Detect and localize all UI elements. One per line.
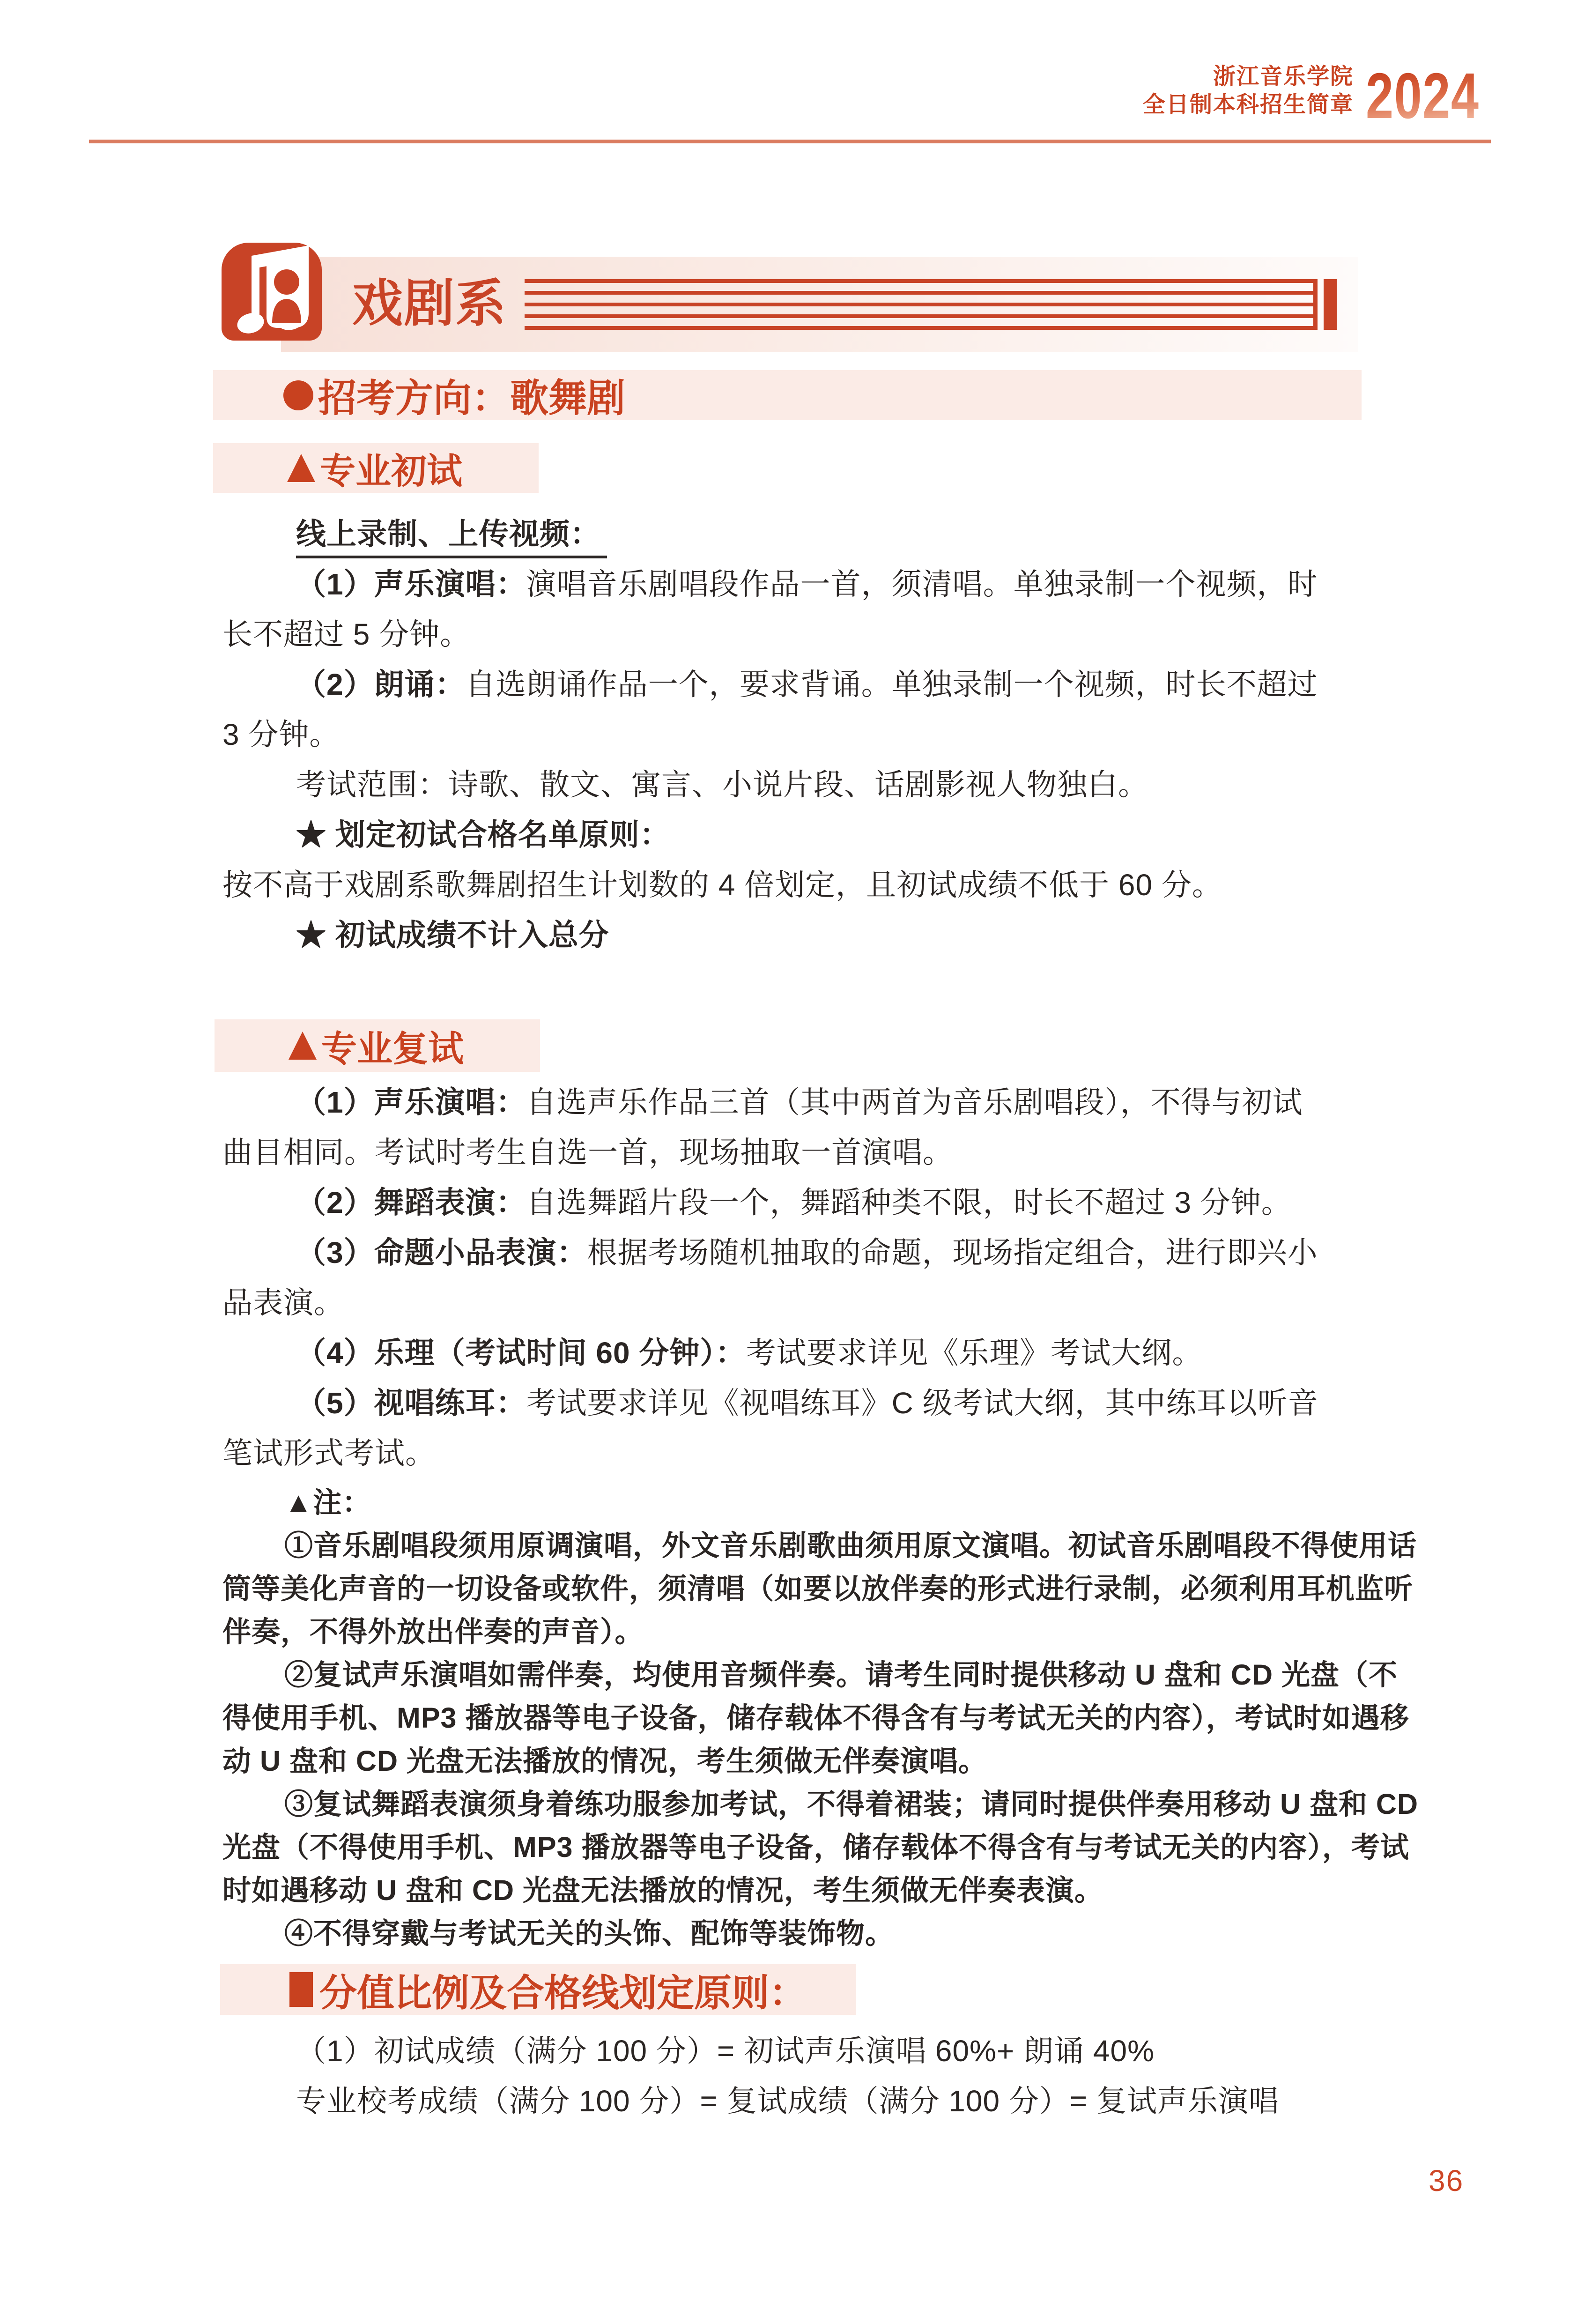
header-divider xyxy=(89,140,1491,143)
text-line: ①音乐剧唱段须用原调演唱，外文音乐剧歌曲须用原文演唱。初试音乐剧唱段不得使用话 xyxy=(284,1530,1417,1561)
retest-title: 专业复试 xyxy=(321,1029,464,1069)
page-number: 36 xyxy=(1429,2164,1464,2198)
triangle-bullet-icon xyxy=(287,454,315,482)
subsection-retest-header xyxy=(215,1019,540,1072)
text-line: 时如遇移动 U 盘和 CD 光盘无法播放的情况，考生须做无伴奏表演。 xyxy=(222,1874,1103,1906)
org-name: 浙江音乐学院 xyxy=(1213,64,1354,89)
formula-text-block xyxy=(222,2026,1365,2126)
text-line: ②复试声乐演唱如需伴奏，均使用音频伴奏。请考生同时提供移动 U 盘和 CD 光盘（不 xyxy=(284,1659,1398,1691)
text-line: 品表演。 xyxy=(222,1286,344,1320)
music-note-person-glyph xyxy=(222,243,322,341)
text-line: （3）命题小品表演：根据考场随机抽取的命题，现场指定组合，进行即兴小 xyxy=(296,1236,1318,1270)
department-title: 戏剧系 xyxy=(352,276,507,332)
circle-bullet-icon xyxy=(283,380,313,410)
text-line: 考试范围：诗歌、散文、寓言、小说片段、话剧影视人物独白。 xyxy=(296,768,1148,802)
triangle-bullet-icon xyxy=(289,1032,317,1060)
staff-end-thick-bar xyxy=(1324,279,1337,330)
text-line: ▲注： xyxy=(284,1486,371,1518)
music-staff-lines xyxy=(525,279,1317,330)
text-line: 笔试形式考试。 xyxy=(222,1436,436,1470)
subsection-preliminary-header xyxy=(213,443,539,493)
text-line: 按不高于戏剧系歌舞剧招生计划数的 4 倍划定，且初试成绩不低于 60 分。 xyxy=(222,868,1222,902)
text-line: （1）初试成绩（满分 100 分）= 初试声乐演唱 60%+ 朗诵 40% xyxy=(296,2034,1155,2068)
square-bullet-icon xyxy=(289,1972,313,2007)
text-line: 动 U 盘和 CD 光盘无法播放的情况，考生须做无伴奏演唱。 xyxy=(222,1745,987,1777)
year-label: 2024 xyxy=(1366,60,1480,132)
text-line: 长不超过 5 分钟。 xyxy=(222,617,471,651)
text-line: ★ 初试成绩不计入总分 xyxy=(296,918,609,952)
text-line: （4）乐理（考试时间 60 分钟）：考试要求详见《乐理》考试大纲。 xyxy=(296,1336,1203,1370)
direction-title: 招考方向：歌舞剧 xyxy=(318,377,626,420)
text-line: 线上录制、上传视频： xyxy=(222,509,1365,559)
text-line: 得使用手机、MP3 播放器等电子设备，储存载体不得含有与考试无关的内容），考试时如遇移 xyxy=(222,1702,1409,1734)
text-line: （2）舞蹈表演：自选舞蹈片段一个，舞蹈种类不限，时长不超过 3 分钟。 xyxy=(296,1186,1292,1219)
score-title: 分值比例及合格线划定原则： xyxy=(319,1972,807,2014)
staff-end-barline xyxy=(1313,279,1318,330)
text-line: 筒等美化声音的一切设备或软件，须清唱（如要以放伴奏的形式进行录制，必须利用耳机监听 xyxy=(222,1573,1414,1604)
brochure-title: 全日制本科招生简章 xyxy=(1142,92,1354,117)
section-direction-header xyxy=(213,370,1362,420)
preliminary-title: 专业初试 xyxy=(320,451,462,491)
text-line: ★ 划定初试合格名单原则： xyxy=(296,818,670,852)
text-line: ④不得穿戴与考试无关的头饰、配饰等装饰物。 xyxy=(284,1917,895,1949)
text-line: 专业校考成绩（满分 100 分）= 复试成绩（满分 100 分）= 复试声乐演唱 xyxy=(296,2084,1279,2118)
section-score-header xyxy=(220,1964,856,2015)
text-line: 光盘（不得使用手机、MP3 播放器等电子设备，储存载体不得含有与考试无关的内容），考试 xyxy=(222,1831,1409,1863)
text-line: 曲目相同。考试时考生自选一首，现场抽取一首演唱。 xyxy=(222,1136,953,1169)
music-note-person-icon xyxy=(222,243,322,341)
text-line: （2）朗诵：自选朗诵作品一个，要求背诵。单独录制一个视频，时长不超过 xyxy=(296,668,1318,701)
retest-text-block xyxy=(222,1077,1365,1478)
text-line: ③复试舞蹈表演须身着练功服参加考试，不得着裙装；请同时提供伴奏用移动 U 盘和 CD xyxy=(284,1788,1419,1820)
org-header xyxy=(1143,63,1354,119)
text-line: 伴奏，不得外放出伴奏的声音）。 xyxy=(222,1616,644,1648)
text-line: 3 分钟。 xyxy=(222,718,340,751)
text-line: （1）声乐演唱：演唱音乐剧唱段作品一首，须清唱。单独录制一个视频，时 xyxy=(296,567,1318,601)
text-line: （1）声乐演唱：自选声乐作品三首（其中两首为音乐剧唱段），不得与初试 xyxy=(296,1085,1303,1119)
preliminary-text-block xyxy=(222,509,1365,960)
text-line: （5）视唱练耳：考试要求详见《视唱练耳》C 级考试大纲，其中练耳以听音 xyxy=(296,1386,1318,1420)
notes-text-block xyxy=(222,1481,1419,1955)
